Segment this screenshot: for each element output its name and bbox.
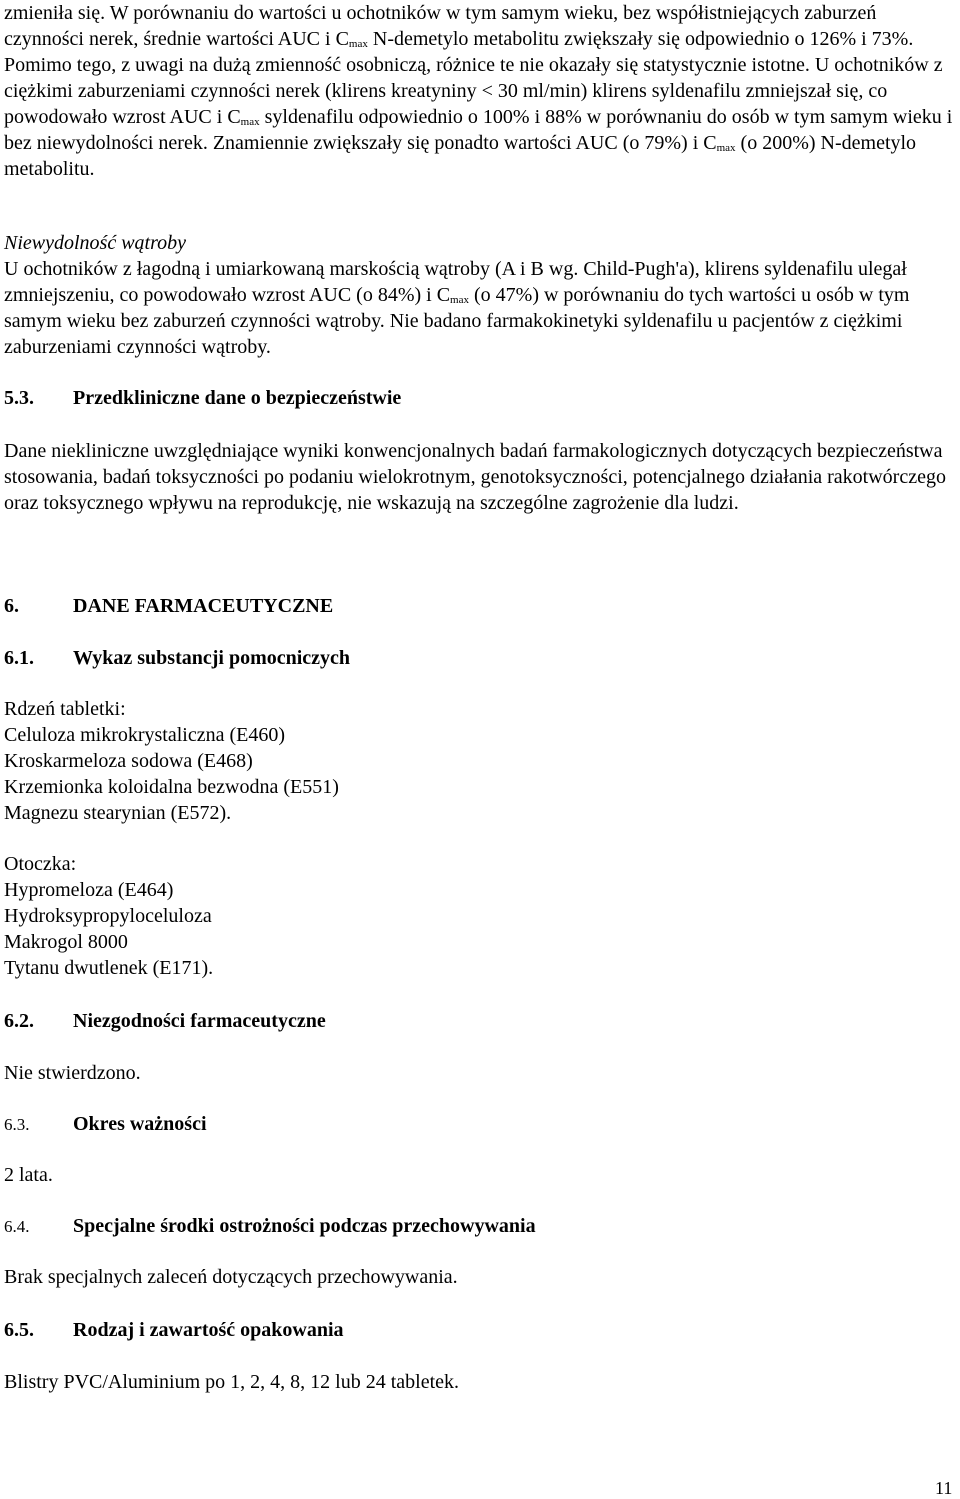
section-6-5-text: Blistry PVC/Aluminium po 1, 2, 4, 8, 12 lub 24 tabletek. [4,1371,459,1393]
section-6-5-heading [4,1317,344,1343]
renal-text-3: syldenafilu odpowiednio o 100% i 88% w porównaniu do osób w tym samym wieku i bez niewydolności nerek. Znamiennie zwiększały się ponadto wartości AUC (o 79%) i C [4,106,953,154]
renal-paragraph [4,0,954,182]
section-number: 6.4. [4,1217,30,1236]
core-excipients [4,696,339,826]
section-title: Niezgodności farmaceutyczne [73,1010,326,1032]
cmax-subscript: max [716,142,736,154]
section-number: 6.3. [4,1115,30,1134]
section-title: Specjalne środki ostrożności podczas przechowywania [73,1215,536,1237]
section-number: 5.3. [4,387,34,409]
section-number: 6.5. [4,1319,34,1341]
list-item: Kroskarmeloza sodowa (E468) [4,750,253,772]
section-6-2-text: Nie stwierdzono. [4,1062,141,1084]
list-item: Magnezu stearynian (E572). [4,802,232,824]
liver-paragraph [4,256,954,360]
renal-text-4: (o 200%) N-demetylo metabolitu. [4,132,917,180]
list-item: Makrogol 8000 [4,931,128,953]
list-item: Hydroksypropyloceluloza [4,905,212,927]
coating-excipients [4,851,213,981]
section-6-3-heading [4,1111,207,1138]
liver-subheading: Niewydolność wątroby [4,232,187,254]
cmax-subscript: max [240,116,260,128]
renal-text-1: zmieniła się. W porównaniu do wartości u ochotników w tym samym wieku, bez współistniejących zaburzeń czynności nerek, średnie wartości AUC i C [4,2,877,50]
page-number: 11 [935,1478,953,1498]
cmax-subscript: max [348,38,368,50]
coating-label: Otoczka: [4,853,77,875]
core-label: Rdzeń tabletki: [4,698,126,720]
section-6-4-text: Brak specjalnych zaleceń dotyczących przechowywania. [4,1266,458,1288]
section-number: 6. [4,595,19,617]
list-item: Celuloza mikrokrystaliczna (E460) [4,724,286,746]
section-6-1-heading [4,645,350,671]
section-5-3-heading [4,385,401,411]
section-number: 6.2. [4,1010,34,1032]
section-title: Okres ważności [73,1113,207,1135]
liver-text-1: U ochotników z łagodną i umiarkowaną marskością wątroby (A i B wg. Child-Pugh'a), klirens syldenafilu ulegał zmniejszeniu, co powodowało wzrost AUC (o 84%) i C [4,258,907,306]
section-title: Rodzaj i zawartość opakowania [73,1319,344,1341]
renal-text-2: N-demetylo metabolitu zwiększały się odpowiednio o 126% i 73%. Pomimo tego, z uwagi na dużą zmienność osobniczą, różnice te nie okazały się statystycznie istotne. U ochotników z ciężkimi zaburzeniami czynności nerek (klirens kreatyniny < 30 ml/min) klirens syldenafilu zmniejszał się, co powodowało wzrost AUC i C [4,28,943,128]
section-6-3-text: 2 lata. [4,1164,53,1186]
liver-text-2: (o 47%) w porównaniu do tych wartości u osób w tym samym wieku bez zaburzeń czynności wątroby. Nie badano farmakokinetyki syldenafilu u pacjentów z ciężkimi zaburzeniami czynności wątroby. [4,284,910,358]
section-number: 6.1. [4,647,34,669]
section-title: Przedkliniczne dane o bezpieczeństwie [73,387,402,409]
section-6-4-heading [4,1213,536,1240]
list-item: Hypromeloza (E464) [4,879,174,901]
cmax-subscript: max [450,294,469,306]
section-6-heading [4,593,333,619]
list-item: Tytanu dwutlenek (E171). [4,957,214,979]
section-6-2-heading [4,1008,326,1034]
list-item: Krzemionka koloidalna bezwodna (E551) [4,776,339,798]
section-title: DANE FARMACEUTYCZNE [73,595,334,617]
section-5-3-text: Dane niekliniczne uwzględniające wyniki konwencjonalnych badań farmakologicznych dotyczących bezpieczeństwa stosowania, badań toksyczności po podaniu wielokrotnym, genotoksyczności, potencjalnego działania rakotwórczego oraz toksycznego wpływu na reprodukcję, nie wskazują na szczególne zagrożenie dla ludzi. [4,440,946,514]
section-title: Wykaz substancji pomocniczych [73,647,351,669]
